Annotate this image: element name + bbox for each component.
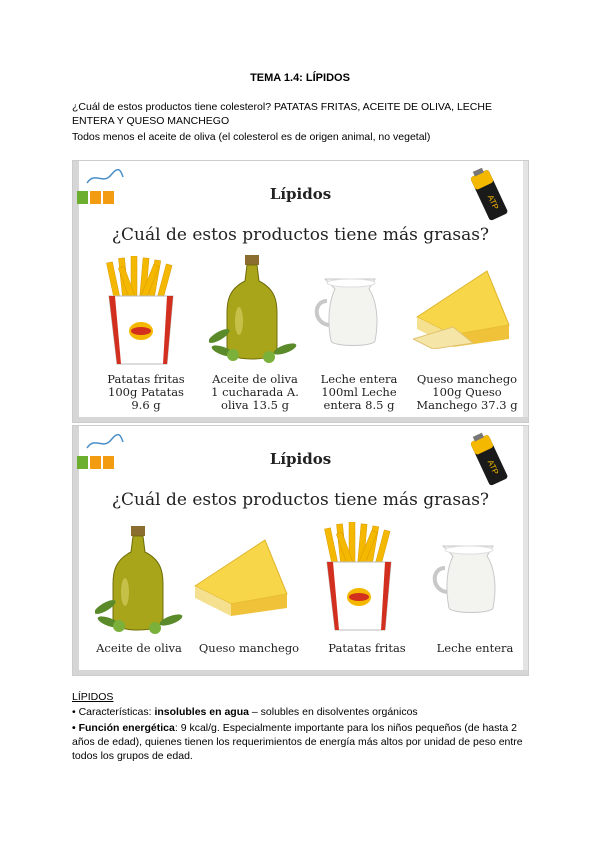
bullet-funcion-energetica: • Función energética: 9 kcal/g. Especialmente importante para los niños pequeños (de hasta 2 años de edad), quienes tienen los requerimientos de energía más altos por unidad de peso entre todos los grupos de edad. bbox=[72, 722, 523, 762]
milk-jug-icon bbox=[431, 538, 511, 618]
cheese-icon bbox=[413, 269, 521, 349]
product-label-cheese: Queso manchego bbox=[198, 641, 300, 655]
slide-title: Lípidos bbox=[269, 185, 332, 203]
product-label-milk: Leche entera 100ml Leche entera 8.5 g bbox=[320, 372, 398, 412]
product-label-olive-oil: Aceite de oliva 1 cucharada A. oliva 13.5 g bbox=[211, 372, 299, 412]
cheese-icon bbox=[191, 538, 299, 618]
slide-lipidos-question bbox=[72, 425, 529, 676]
olive-oil-icon bbox=[209, 251, 299, 363]
page-title: TEMA 1.4: LÍPIDOS bbox=[250, 72, 350, 84]
section-heading: LÍPIDOS bbox=[72, 691, 114, 703]
slide-question: ¿Cuál de estos productos tiene más grasas? bbox=[111, 225, 490, 245]
intro-question: ¿Cuál de estos productos tiene colesterol? PATATAS FRITAS, ACEITE DE OLIVA, LECHE ENTERA Y QUESO MANCHEGO bbox=[72, 101, 492, 127]
product-label-cheese: Queso manchego 100g Queso Manchego 37.3 g bbox=[416, 372, 518, 412]
atp-battery-icon bbox=[470, 432, 510, 492]
wave-logo-icon bbox=[85, 167, 125, 187]
french-fries-icon bbox=[319, 522, 409, 632]
product-label-fries: Patatas fritas 100g Patatas 9.6 g bbox=[107, 372, 185, 412]
intro-answer: Todos menos el aceite de oliva (el colesterol es de origen animal, no vegetal) bbox=[72, 131, 431, 143]
product-label-milk: Leche entera bbox=[436, 641, 514, 655]
product-label-olive-oil: Aceite de oliva bbox=[96, 641, 182, 655]
slide-border-bottom bbox=[73, 417, 528, 422]
french-fries-icon bbox=[101, 256, 191, 366]
milk-jug-icon bbox=[313, 271, 393, 351]
wave-logo-icon bbox=[85, 432, 125, 452]
olive-oil-icon bbox=[95, 522, 185, 634]
atp-battery-icon bbox=[470, 167, 510, 227]
svg-text:ATP: ATP bbox=[485, 193, 501, 211]
slide-title: Lípidos bbox=[269, 450, 332, 468]
bullet-caracteristicas: • Características: insolubles en agua – solubles en disolventes orgánicos bbox=[72, 706, 418, 718]
slide-border-bottom bbox=[73, 670, 528, 675]
slide-question: ¿Cuál de estos productos tiene más grasas? bbox=[111, 490, 490, 510]
product-label-fries: Patatas fritas bbox=[328, 641, 406, 655]
slide-lipidos-grams bbox=[72, 160, 529, 423]
svg-text:ATP: ATP bbox=[485, 458, 501, 476]
